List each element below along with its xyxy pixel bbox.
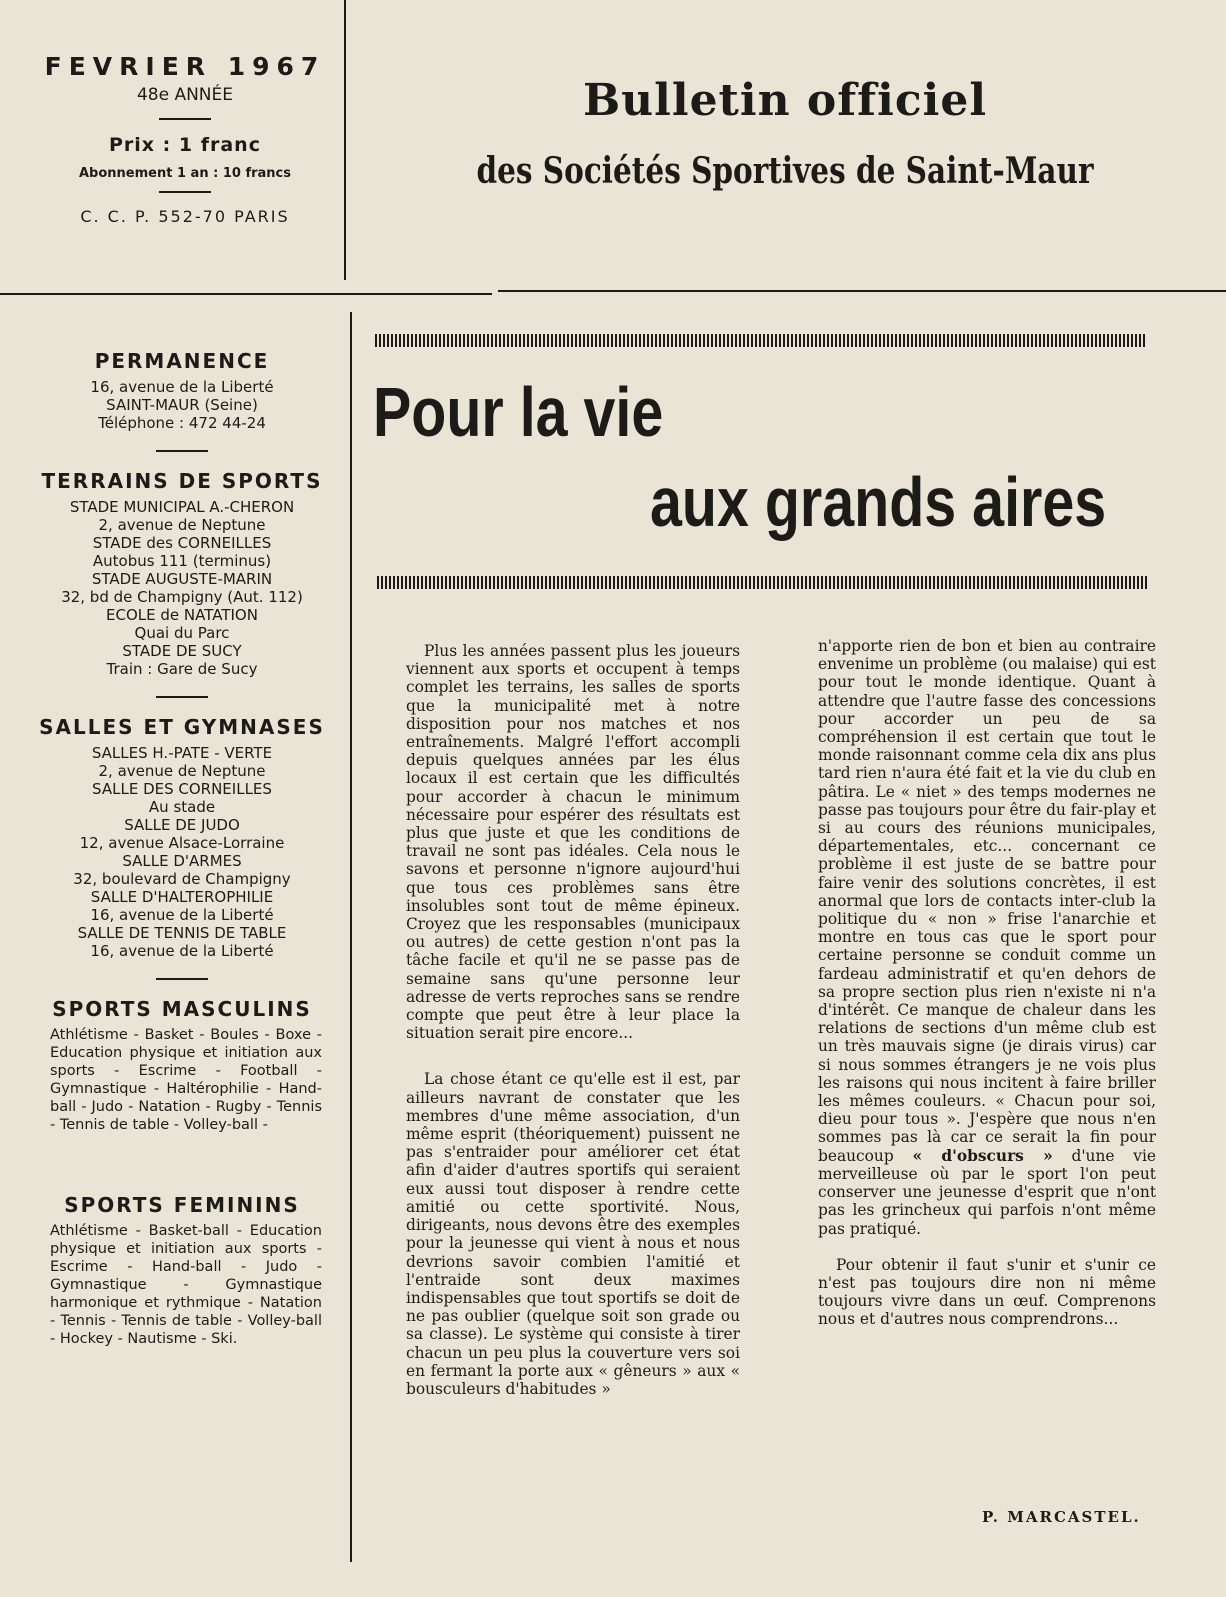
sidebar <box>32 349 332 1348</box>
masculins-heading: SPORTS MASCULINS <box>52 997 312 1021</box>
hatched-rule <box>377 576 1147 589</box>
list-item: STADE MUNICIPAL A.-CHERON <box>69 498 295 516</box>
issue-date: FEVRIER 1967 <box>44 52 326 81</box>
paragraph: Pour obtenir il faut s'unir et s'unir ce n'est pas toujours dire non ni même toujours vivre dans un œuf. Comprenons nous et d'autres nous comprendrons... <box>818 1255 1156 1329</box>
list-item: SALLE DE TENNIS DE TABLE <box>77 924 287 942</box>
emphasis-text: « d'obscurs » <box>912 1146 1053 1165</box>
masthead-info <box>30 52 340 226</box>
postal-account: C. C. P. 552-70 PARIS <box>80 207 290 226</box>
bulletin-subtitle: des Sociétés Sportives de Saint-Maur <box>476 150 1094 192</box>
list-item: 32, boulevard de Champigny <box>73 870 291 888</box>
address-line: 16, avenue de la Liberté <box>90 378 274 396</box>
permanence-heading: PERMANENCE <box>94 349 270 373</box>
list-item: Train : Gare de Sucy <box>106 660 258 678</box>
article-column-2 <box>818 637 1156 1329</box>
address-line: SAINT-MAUR (Seine) <box>106 396 258 414</box>
list-item: 16, avenue de la Liberté <box>90 906 274 924</box>
headline-line-1: Pour la vie <box>373 373 664 451</box>
list-item: Quai du Parc <box>134 624 230 642</box>
divider <box>156 696 208 698</box>
divider <box>159 191 211 193</box>
feminins-sports-list: Athlétisme - Basket-ball - Education physique et initiation aux sports - Escrime - Hand-ball - Judo - Gymnastique - Gymnastique harmonique et rythmique - Natation - Tennis - Tennis de table - Volley-ball - Hockey - Nautisme - Ski. <box>50 1223 322 1347</box>
list-item: Au stade <box>148 798 216 816</box>
list-item: SALLE DE JUDO <box>124 816 240 834</box>
list-item: STADE DE SUCY <box>122 642 242 660</box>
hatched-rule <box>375 334 1147 347</box>
vertical-rule <box>350 312 352 1562</box>
paragraph-text: n'apporte rien de bon et bien au contraire envenime un problème (ou malaise) qui est pour tout le monde identique. Quant à attendre que l'autre fasse des concessions pour accorder un peu de sa compréhension il est certain que tout le monde raisonnant comme cela dix ans plus tard rien n'aura été fait et la vie du club en pâtira. Le « niet » des temps modernes ne passe pas toujours pour être du fair-play et si au cours des réunions municipales, départementales, etc... concernant ce problème il est juste de se battre pour faire venir des solutions concrètes, il est anormal que lors de contacts inter-club la politique du « non » frise l'anarchie et montre en tous cas que le sport pour certaine personne se conduit comme un fardeau administratif et qu'en dehors de sa propre section plus rien n'existe ni n'a d'intérêt. Ce manque de chaleur dans les relations de sections d'un même club est un très mauvais signe (je dirais virus) car si nous sommes étrangers je ne vois plus les raisons qui nous incitent à faire briller les mêmes couleurs. « Chacun pour soi, dieu pour tous ». J'espère que nous n'en sommes pas là car ce serait la fin pour beaucoup <box>818 637 1156 1165</box>
bulletin-title: Bulletin officiel <box>582 75 988 126</box>
divider <box>159 118 211 120</box>
salles-heading: SALLES ET GYMNASES <box>39 715 325 739</box>
masculins-sports-list: Athlétisme - Basket - Boules - Boxe - Education physique et initiation aux sports - Escrime - Football - Gymnastique - Haltérophilie - Hand-ball - Judo - Natation - Rugby - Tennis - Tennis de table - Volley-ball - <box>50 1027 322 1133</box>
divider <box>156 450 208 452</box>
phone-line: Téléphone : 472 44-24 <box>98 414 266 432</box>
list-item: Autobus 111 (terminus) <box>92 552 272 570</box>
paragraph: La chose étant ce qu'elle est il est, par ailleurs navrant de constater que les membres d'une même association, d'un même esprit (théoriquement) puissent ne pas s'entraider pour améliorer cet état afin d'aider d'autres sportifs qui seraient eux aussi tout disposer à rendre cette amitié ou cette sportivité. Nous, dirigeants, nous devons être des exemples pour la jeunesse qui vient à nous et nous devrions savoir combien l'amitié et l'entraide sont deux maximes indispensables que tout sportifs se doit de ne pas oublier (quelque soit son grade ou sa classe). Le système qui consiste à tirer chacun un peu plus la couverture vers soi en fermant la porte aux « gêneurs » aux « bousculeurs d'habitudes » <box>406 1070 740 1398</box>
vertical-rule <box>344 0 346 280</box>
paragraph: Plus les années passent plus les joueurs viennent aux sports et occupent à temps complet les terrains, les salles de sports que la municipalité met à notre disposition pour nos matches et nos entraînements. Malgré l'effort accompli depuis quelques années par les élus locaux il est certain que les difficultés pour accorder à chacun le minimum nécessaire pour espérer des résultats est plus que juste et que les conditions de travail ne sont pas idéales. Cela nous le savons et personne n'ignore aujourd'hui que tous ces problèmes sans être insolubles sont tout de même épineux. Croyez que les responsables (municipaux ou autres) de cette gestion n'ont pas la tâche facile et qu'il ne se passe pas de semaine sans qu'une personne leur adresse de verts reproches sans se rendre compte que peut être à leur place la situation serait pire encore... <box>406 642 740 1043</box>
terrains-list <box>32 498 332 678</box>
headline-line-2: aux grands aires <box>650 463 1107 541</box>
list-item: 2, avenue de Neptune <box>98 516 266 534</box>
article-column-1 <box>406 642 740 1398</box>
list-item: ECOLE de NATATION <box>106 606 258 624</box>
horizontal-rule <box>498 290 1226 292</box>
list-item: SALLES H.-PATE - VERTE <box>91 744 273 762</box>
horizontal-rule <box>0 293 492 295</box>
list-item: SALLE D'HALTEROPHILIE <box>90 888 274 906</box>
list-item: STADE des CORNEILLES <box>92 534 272 552</box>
list-item: 16, avenue de la Liberté <box>90 942 274 960</box>
list-item: 32, bd de Champigny (Aut. 112) <box>61 588 303 606</box>
list-item: 12, avenue Alsace-Lorraine <box>79 834 285 852</box>
terrains-heading: TERRAINS DE SPORTS <box>41 469 323 493</box>
list-item: 2, avenue de Neptune <box>98 762 266 780</box>
subscription: Abonnement 1 an : 10 francs <box>79 166 291 181</box>
paragraph <box>818 637 1156 1238</box>
divider <box>156 978 208 980</box>
permanence-address <box>32 378 332 432</box>
salles-list <box>32 744 332 960</box>
author-signature: P. MARCASTEL. <box>982 1508 1141 1526</box>
paragraph-text: d'une vie merveilleuse où par le sport l'on peut conserver une jeunesse d'esprit que n'ont pas les grincheux qui parfois n'ont même pas pratiqué. <box>818 1146 1156 1238</box>
price: Prix : 1 franc <box>109 134 261 156</box>
issue-year: 48e ANNÉE <box>136 85 234 105</box>
list-item: SALLE DES CORNEILLES <box>92 780 272 798</box>
list-item: SALLE D'ARMES <box>122 852 242 870</box>
list-item: STADE AUGUSTE-MARIN <box>91 570 273 588</box>
feminins-heading: SPORTS FEMININS <box>64 1193 300 1217</box>
